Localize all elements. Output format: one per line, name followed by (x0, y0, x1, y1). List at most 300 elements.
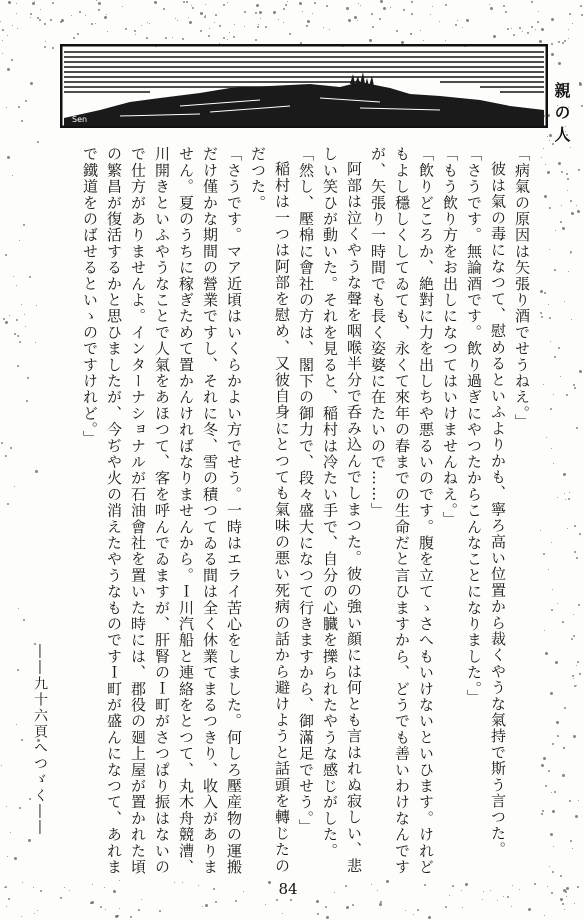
scan-speckle (29, 276, 31, 278)
scan-speckle (562, 621, 564, 623)
scan-speckle (60, 21, 62, 23)
scan-speckle (578, 800, 579, 801)
scan-speckle (21, 120, 23, 122)
scan-speckle (543, 384, 544, 385)
scan-speckle (574, 525, 576, 527)
scan-speckle (568, 498, 570, 500)
scan-speckle (541, 764, 544, 767)
scan-speckle (30, 82, 33, 85)
scan-speckle (215, 14, 217, 16)
scan-speckle (6, 806, 7, 807)
scan-speckle (33, 887, 34, 888)
scan-speckle (98, 2, 101, 5)
scan-speckle (537, 21, 539, 23)
scan-speckle (534, 883, 536, 885)
scan-speckle (554, 791, 556, 793)
scan-speckle (551, 448, 552, 449)
scan-speckle (558, 162, 561, 165)
scan-speckle (287, 1, 288, 2)
scan-speckle (91, 901, 94, 904)
scan-speckle (576, 685, 577, 686)
scan-speckle (462, 27, 463, 28)
scan-speckle (52, 2, 54, 4)
scan-speckle (432, 6, 433, 7)
scan-speckle (572, 848, 573, 849)
scan-speckle (380, 0, 383, 3)
scan-speckle (549, 249, 550, 250)
scan-speckle (91, 23, 93, 25)
scan-speckle (573, 735, 576, 738)
scan-speckle (552, 871, 554, 873)
scan-speckle (544, 195, 547, 198)
scan-speckle (104, 887, 105, 888)
scan-speckle (10, 447, 12, 449)
scan-speckle (37, 141, 39, 143)
scan-speckle (575, 815, 578, 818)
scan-speckle (564, 909, 565, 910)
scan-speckle (323, 27, 324, 28)
scan-speckle (552, 810, 555, 813)
scan-speckle (567, 528, 568, 529)
scan-speckle (538, 11, 539, 12)
paragraph: 「病氣の原因は矢張り酒でせうねえ。」 (513, 146, 531, 431)
scan-speckle (186, 1, 188, 3)
scan-speckle (528, 908, 531, 911)
scan-speckle (581, 105, 583, 107)
scan-speckle (565, 499, 566, 500)
scan-speckle (573, 678, 574, 679)
scan-speckle (50, 19, 52, 21)
continued-on-page-note: ――九十六頁へつゞく―― (32, 644, 48, 836)
scan-speckle (243, 891, 244, 892)
scan-speckle (27, 377, 29, 379)
scan-speckle (551, 18, 554, 21)
scan-speckle (566, 173, 568, 175)
scan-speckle (278, 19, 279, 20)
scan-speckle (519, 889, 520, 890)
scan-speckle (73, 37, 75, 39)
scan-speckle (560, 376, 561, 377)
scan-speckle (352, 904, 354, 906)
scan-speckle (244, 11, 246, 13)
scan-speckle (290, 899, 292, 901)
scan-speckle (531, 26, 533, 28)
scan-speckle (552, 589, 553, 590)
scan-speckle (554, 356, 556, 358)
scan-speckle (403, 9, 405, 11)
scan-speckle (7, 156, 10, 159)
scan-speckle (16, 724, 17, 725)
scan-speckle (18, 608, 19, 609)
scan-speckle (219, 25, 221, 27)
scan-speckle (555, 230, 556, 231)
scan-speckle (465, 883, 468, 886)
scan-speckle (544, 915, 545, 916)
scan-speckle (285, 4, 287, 6)
paragraph: 稲村は一つは阿部を慰め、又彼自身にとつても氣味の悪い死病の話から避けようと話頭を轉じたのだつた。 (249, 146, 291, 874)
scan-speckle (570, 251, 572, 253)
scan-speckle (548, 569, 549, 570)
scan-speckle (165, 37, 167, 39)
scan-speckle (30, 17, 31, 18)
scan-speckle (560, 898, 563, 901)
scan-speckle (455, 24, 457, 26)
scan-speckle (372, 26, 374, 28)
scan-speckle (95, 23, 96, 24)
scan-speckle (572, 675, 574, 677)
scan-speckle (540, 530, 541, 531)
scan-speckle (229, 32, 230, 33)
scan-speckle (35, 470, 38, 473)
scan-speckle (566, 896, 567, 897)
scan-speckle (13, 276, 14, 277)
scan-speckle (227, 39, 228, 40)
scan-speckle (19, 240, 20, 241)
scan-speckle (543, 757, 546, 760)
scan-speckle (5, 455, 7, 457)
scan-speckle (35, 342, 36, 343)
scan-speckle (568, 38, 569, 39)
scan-speckle (282, 913, 283, 914)
scan-speckle (507, 896, 509, 898)
scan-speckle (36, 305, 37, 306)
scan-speckle (564, 493, 565, 494)
scan-speckle (23, 619, 25, 621)
scan-speckle (560, 221, 562, 223)
scan-speckle (182, 38, 184, 40)
mountain-silhouette (64, 82, 544, 126)
scan-speckle (34, 913, 35, 914)
scan-speckle (307, 20, 310, 23)
scan-speckle (535, 29, 536, 30)
scan-speckle (32, 2, 35, 5)
scan-speckle (258, 24, 259, 25)
scan-speckle (577, 661, 579, 663)
scan-speckle (98, 9, 100, 11)
scan-speckle (14, 486, 15, 487)
scan-speckle (37, 910, 38, 911)
scan-speckle (449, 895, 450, 896)
scan-speckle (544, 292, 546, 294)
scan-speckle (77, 33, 79, 35)
scan-speckle (204, 16, 206, 18)
scan-speckle (14, 857, 17, 860)
scan-speckle (346, 906, 349, 909)
scan-speckle (329, 29, 330, 30)
scan-speckle (547, 886, 548, 887)
scan-speckle (445, 4, 447, 6)
scan-speckle (558, 347, 560, 349)
scan-speckle (490, 7, 493, 10)
scan-speckle (34, 1, 35, 2)
scan-speckle (570, 200, 572, 202)
scan-speckle (2, 29, 4, 31)
scan-speckle (558, 41, 560, 43)
scan-speckle (117, 915, 119, 917)
scan-speckle (380, 901, 382, 903)
scan-speckle (452, 885, 454, 887)
scan-speckle (556, 721, 559, 724)
scan-speckle (557, 603, 558, 604)
scan-speckle (202, 906, 203, 907)
scan-speckle (283, 22, 284, 23)
scan-speckle (489, 4, 490, 5)
scan-speckle (546, 437, 547, 438)
scan-speckle (19, 341, 21, 343)
scan-speckle (550, 408, 552, 410)
scan-speckle (149, 23, 150, 24)
scan-speckle (512, 885, 513, 886)
scan-speckle (511, 906, 512, 907)
scan-speckle (550, 692, 553, 695)
scan-speckle (357, 20, 358, 21)
scan-speckle (9, 315, 10, 316)
scan-speckle (462, 907, 463, 908)
scan-speckle (25, 100, 27, 102)
scan-speckle (122, 6, 123, 7)
scan-speckle (379, 18, 381, 20)
scan-speckle (369, 39, 372, 42)
scan-speckle (577, 210, 580, 213)
scan-speckle (7, 35, 8, 36)
scan-speckle (379, 903, 382, 906)
scan-speckle (256, 4, 259, 7)
scan-speckle (260, 18, 261, 19)
scan-speckle (557, 497, 558, 498)
scan-speckle (579, 370, 582, 373)
scan-speckle (22, 882, 23, 883)
scan-speckle (568, 29, 569, 30)
scan-speckle (566, 394, 568, 396)
scan-speckle (23, 224, 25, 226)
illustration-signature: Sen (72, 115, 88, 124)
scan-speckle (6, 107, 7, 108)
scan-speckle (543, 553, 545, 555)
scan-speckle (113, 890, 116, 893)
scan-speckle (411, 13, 413, 15)
series-title: 親の人 (552, 82, 571, 148)
scan-speckle (569, 800, 571, 802)
scan-speckle (503, 5, 505, 7)
scan-speckle (183, 1, 185, 3)
scan-speckle (265, 26, 267, 28)
scan-speckle (553, 463, 554, 464)
scan-speckle (325, 906, 327, 908)
scan-speckle (466, 19, 469, 22)
scan-speckle (549, 207, 551, 209)
scan-speckle (191, 5, 192, 6)
scan-speckle (257, 26, 259, 28)
scan-speckle (175, 18, 176, 19)
scan-speckle (430, 14, 431, 15)
scan-speckle (511, 28, 512, 29)
paragraph: 「さうです。マア近頃はいくらかよい方でせう。一時はエライ苦心をしました。何しろ壓産物の運搬だけ僅かな期間の營業ですし、それに冬、雪の積つてゐる間は全く休業てまるつきり、收入がありません。夏のうちに稼ぎためて置かんければなりませんから。Ｉ川汽船と連絡をとつて、丸木舟競漕、川開きといふやうなことで人氣をあほつて、客を呼んでゐますが、肝腎のＩ町がさつぱり振はないので仕方がありませんよ。インターナショナルが石油會社を置いた時には、郡役の廻上屋が置かれた頃の繁昌が復活するかと思ひましたが、今ぢや火の消えたやうなものですＩ町が盛んになつて、あれまで鐵道をのばせるといゝのですけれど。」 (81, 146, 243, 875)
scan-speckle (334, 892, 335, 893)
scan-speckle (410, 33, 412, 35)
scan-speckle (563, 747, 565, 749)
scan-speckle (174, 882, 175, 883)
scan-speckle (188, 17, 189, 18)
scan-speckle (85, 15, 86, 16)
scan-speckle (265, 904, 266, 905)
scan-speckle (551, 542, 552, 543)
scan-speckle (507, 28, 509, 30)
scan-speckle (564, 707, 566, 709)
scan-speckle (255, 39, 257, 41)
scan-speckle (574, 903, 575, 904)
scan-speckle (2, 53, 3, 54)
scan-speckle (371, 13, 373, 15)
scan-speckle (541, 316, 543, 318)
scan-speckle (579, 533, 581, 535)
scan-speckle (172, 37, 173, 38)
scan-speckle (541, 813, 543, 815)
scan-speckle (302, 11, 303, 12)
scan-speckle (563, 889, 566, 892)
scan-speckle (273, 11, 276, 14)
scan-speckle (564, 301, 565, 302)
scan-speckle (445, 40, 446, 41)
scan-speckle (104, 16, 107, 19)
scan-speckle (299, 2, 302, 5)
scan-speckle (24, 314, 25, 315)
scan-speckle (423, 40, 424, 41)
scan-speckle (12, 25, 13, 26)
vertical-body-text (44, 146, 534, 876)
scan-speckle (283, 8, 285, 10)
scan-speckle (21, 739, 23, 741)
scan-speckle (227, 2, 228, 3)
scan-speckle (572, 23, 573, 24)
scan-speckle (377, 890, 378, 891)
scan-speckle (223, 37, 225, 39)
scan-speckle (578, 169, 580, 171)
scan-speckle (8, 1, 11, 4)
scan-speckle (182, 882, 183, 883)
scan-speckle (354, 16, 357, 19)
scan-speckle (205, 15, 206, 16)
scan-speckle (461, 890, 462, 891)
scan-speckle (549, 317, 551, 319)
scan-speckle (579, 83, 582, 86)
scan-speckle (45, 41, 46, 42)
scan-speckle (396, 30, 398, 32)
scan-speckle (209, 28, 210, 29)
scan-speckle (576, 427, 578, 429)
scan-speckle (21, 304, 22, 305)
scan-speckle (542, 810, 544, 812)
scan-speckle (213, 888, 215, 890)
scan-speckle (539, 40, 542, 43)
scan-speckle (119, 908, 120, 909)
scan-speckle (134, 30, 136, 32)
scan-speckle (569, 13, 571, 15)
scan-speckle (571, 212, 574, 215)
scan-speckle (522, 31, 523, 32)
scan-speckle (10, 832, 11, 833)
scan-speckle (92, 884, 93, 885)
scan-speckle (326, 5, 328, 7)
scan-speckle (390, 7, 391, 8)
scan-speckle (1, 765, 2, 766)
scan-speckle (5, 254, 7, 256)
scan-speckle (215, 901, 217, 903)
scan-speckle (141, 25, 142, 26)
scan-speckle (317, 913, 319, 915)
scan-speckle (548, 304, 549, 305)
scan-speckle (383, 7, 386, 10)
scan-speckle (545, 164, 546, 165)
scan-speckle (519, 27, 521, 29)
scan-speckle (541, 157, 542, 158)
scan-speckle (497, 900, 498, 901)
paragraph: 「もう飲り方をお出しになつてはいけませんねえ。」 (441, 146, 459, 528)
scan-speckle (483, 891, 484, 892)
scan-speckle (543, 148, 544, 149)
scan-speckle (7, 503, 9, 505)
scan-speckle (550, 833, 553, 836)
scan-speckle (545, 652, 548, 655)
scan-speckle (566, 887, 569, 890)
scan-speckle (345, 885, 347, 887)
scan-speckle (573, 614, 574, 615)
scan-speckle (326, 916, 329, 919)
scan-speckle (14, 333, 16, 335)
scan-speckle (71, 15, 72, 16)
scan-speckle (562, 903, 564, 905)
scan-speckle (96, 0, 97, 1)
scan-speckle (244, 26, 245, 27)
scan-speckle (16, 285, 17, 286)
scan-speckle (405, 910, 406, 911)
paragraph: 彼は氣の毒になつて、慰めるといふよりかも、寧ろ高い位置から裁くやうな氣持で斯う言つた。 (489, 161, 507, 858)
scan-speckle (306, 25, 308, 27)
scan-speckle (17, 365, 19, 367)
scan-speckle (19, 807, 21, 809)
scan-speckle (26, 400, 28, 402)
scan-speckle (5, 886, 7, 888)
scan-speckle (571, 319, 572, 320)
scan-speckle (549, 866, 550, 867)
scan-speckle (576, 205, 577, 206)
scan-speckle (562, 227, 565, 230)
scan-speckle (567, 178, 569, 180)
scan-speckle (576, 557, 578, 559)
scan-speckle (16, 319, 18, 321)
scan-speckle (30, 13, 32, 15)
scan-speckle (189, 21, 192, 24)
scan-speckle (490, 890, 491, 891)
grass-tufts (350, 72, 374, 86)
scan-speckle (505, 11, 507, 13)
scan-speckle (2, 40, 3, 41)
scan-speckle (255, 12, 257, 14)
scan-speckle (223, 4, 225, 6)
scan-speckle (550, 341, 551, 342)
scan-speckle (554, 269, 556, 271)
scan-speckle (573, 384, 575, 386)
scan-speckle (159, 910, 161, 912)
scan-speckle (276, 899, 278, 901)
scan-speckle (8, 898, 10, 900)
scan-speckle (130, 916, 132, 918)
scan-speckle (482, 899, 483, 900)
scan-speckle (386, 880, 389, 883)
scan-speckle (192, 7, 194, 9)
scan-speckle (563, 473, 566, 476)
scan-speckle (52, 47, 54, 49)
scan-speckle (205, 904, 208, 907)
